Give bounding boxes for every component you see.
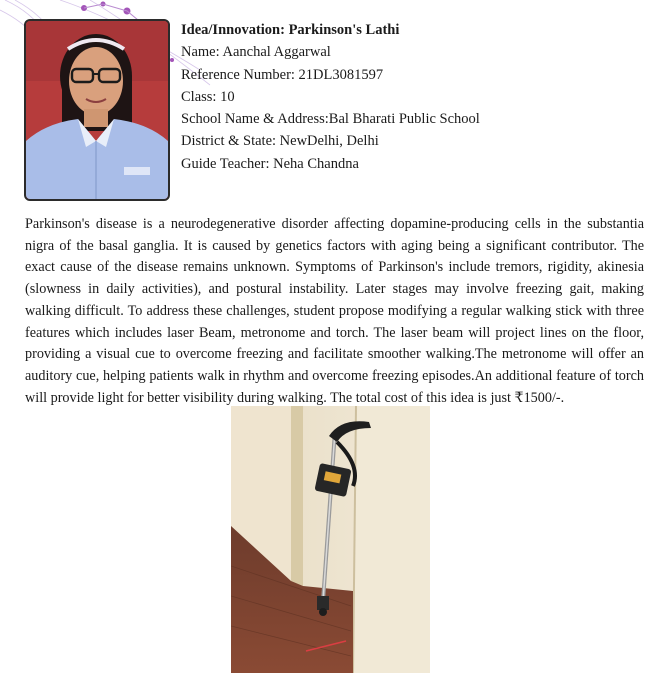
student-info xyxy=(181,19,480,175)
student-name: Name: Aanchal Aggarwal xyxy=(181,44,331,61)
district-state: District & State: NewDelhi, Delhi xyxy=(181,133,379,150)
idea-title: Idea/Innovation: Parkinson's Lathi xyxy=(181,22,400,38)
class-info: Class: 10 xyxy=(181,88,235,105)
description-paragraph: Parkinson's disease is a neurodegenerative disorder affecting dopamine-producing cells in the substantia nigra of the basal ganglia. It is caused by genetics factors with aging being a significant contributor. The exact cause of the disease remains unknown. Symptoms of Parkinson's include tremors, rigidity, akinesia (slowness in daily activities), and postural instability. Later stages may involve freezing gait, making walking difficult. To address these challenges, student propose modifying a regular walking stick with three features which includes laser Beam, metronome and torch. The laser beam will project lines on the floor, providing a visual cue to overcome freezing and facilitate smoother walking.The metronome will offer an auditory cue, helping patients walk in rhythm and overcome freezing episodes.An additional feature of torch will provide light for better visibility during walking. The total cost of this idea is just ₹1500/-. xyxy=(25,216,644,406)
reference-number: Reference Number: 21DL3081597 xyxy=(181,66,384,83)
guide-teacher: Guide Teacher: Neha Chandna xyxy=(181,155,359,172)
school-info: School Name & Address:Bal Bharati Public School xyxy=(181,111,480,128)
student-photo xyxy=(24,19,170,201)
walking-stick-photo xyxy=(231,406,430,673)
